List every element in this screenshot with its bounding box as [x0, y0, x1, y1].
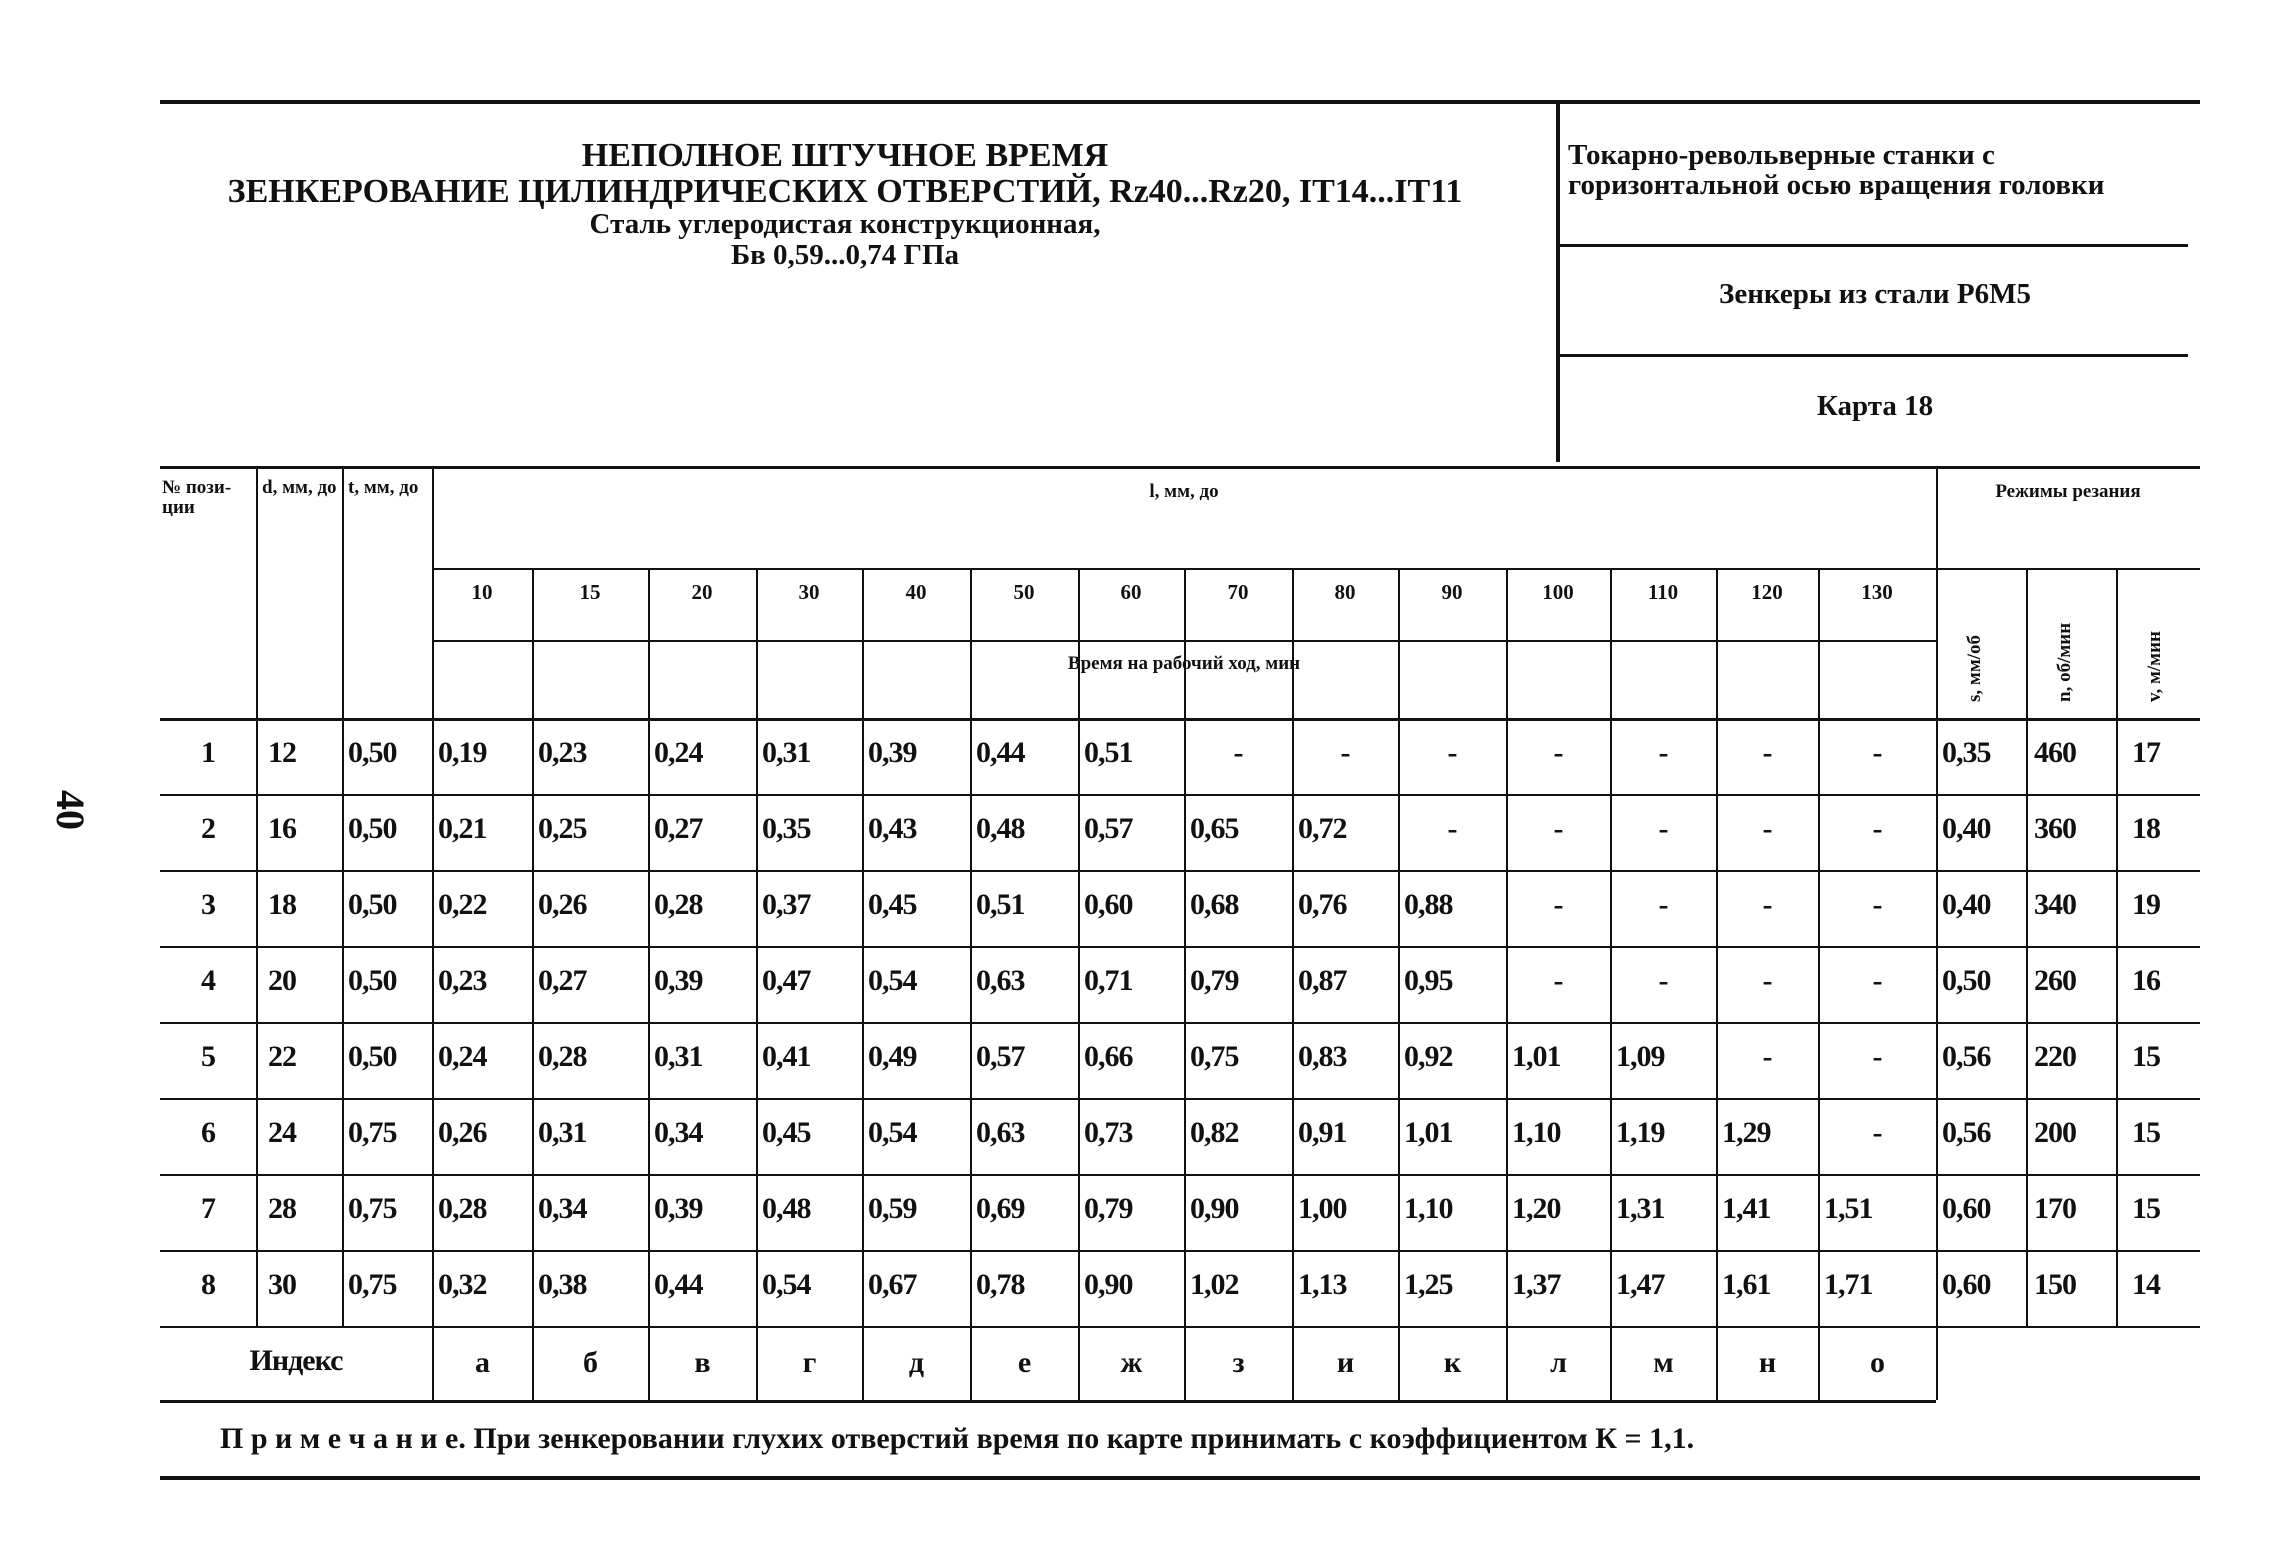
col-rule	[342, 466, 344, 1326]
row-position: 7	[201, 1192, 215, 1225]
row-rule	[160, 1022, 2200, 1024]
time-cell: 0,69	[976, 1192, 1025, 1225]
time-cell: -	[1553, 736, 1563, 769]
time-cell: 0,79	[1190, 964, 1239, 997]
row-speed: 14	[2132, 1268, 2160, 1301]
index-letter: к	[1443, 1346, 1461, 1379]
col-rule	[1078, 568, 1080, 1400]
machine-line-1: Токарно-револьверные станки с	[1568, 139, 1995, 171]
mode-header: n, об/мин	[2054, 622, 2075, 702]
time-cell: 0,79	[1084, 1192, 1133, 1225]
index-letter: н	[1758, 1346, 1776, 1379]
col-rule	[2116, 568, 2118, 1326]
time-cell: 0,51	[1084, 736, 1133, 769]
row-speed: 18	[2132, 812, 2160, 845]
time-cell: 0,72	[1298, 812, 1347, 845]
l-value: 110	[1647, 580, 1679, 604]
row-d: 16	[268, 812, 296, 845]
time-cell: -	[1872, 1040, 1882, 1073]
index-letter: л	[1550, 1346, 1566, 1379]
time-cell: 0,28	[438, 1192, 487, 1225]
col-header-d: d, мм, до	[262, 477, 337, 498]
time-cell: 0,54	[868, 1116, 917, 1149]
time-cell: 0,60	[1084, 888, 1133, 921]
col-rule	[1292, 568, 1294, 1400]
machine-type	[1568, 140, 2104, 201]
modes-header-rule	[1936, 568, 2200, 570]
row-rule	[160, 718, 2200, 721]
row-d: 18	[268, 888, 296, 921]
row-t: 0,75	[348, 1268, 397, 1301]
time-cell: 0,27	[654, 812, 703, 845]
time-cell: 1,09	[1616, 1040, 1665, 1073]
time-cell: 1,41	[1722, 1192, 1771, 1225]
time-cell: -	[1762, 812, 1772, 845]
time-cell: 0,87	[1298, 964, 1347, 997]
time-cell: 0,39	[654, 964, 703, 997]
time-cell: -	[1872, 888, 1882, 921]
l-value: 40	[905, 580, 927, 604]
time-cell: 0,51	[976, 888, 1025, 921]
row-d: 12	[268, 736, 296, 769]
row-rpm: 220	[2034, 1040, 2076, 1073]
index-letter: и	[1336, 1346, 1354, 1379]
title-line-4: Бв 0,59...0,74 ГПа	[730, 238, 960, 271]
col-rule	[862, 568, 864, 1400]
row-rpm: 200	[2034, 1116, 2076, 1149]
time-cell: 0,39	[654, 1192, 703, 1225]
row-speed: 19	[2132, 888, 2160, 921]
l-value: 120	[1751, 580, 1783, 604]
row-d: 22	[268, 1040, 296, 1073]
index-letter: е	[1017, 1346, 1031, 1379]
time-cell: -	[1233, 736, 1243, 769]
index-letter: ж	[1120, 1346, 1142, 1379]
time-cell: 0,78	[976, 1268, 1025, 1301]
row-feed: 0,60	[1942, 1268, 1991, 1301]
row-speed: 16	[2132, 964, 2160, 997]
time-cell: 0,49	[868, 1040, 917, 1073]
row-rpm: 150	[2034, 1268, 2076, 1301]
footnote: П р и м е ч а н и е. При зенкеровании глухих отверстий время по карте принимать с коэффициентом К = 1,1.	[220, 1422, 1695, 1455]
time-cell: 0,90	[1190, 1192, 1239, 1225]
row-rpm: 360	[2034, 812, 2076, 845]
time-cell: 0,44	[654, 1268, 703, 1301]
time-cell: 0,92	[1404, 1040, 1453, 1073]
table-top-rule	[160, 466, 2200, 469]
l-value: 90	[1441, 580, 1463, 604]
time-cell: 0,26	[538, 888, 587, 921]
time-cell: 1,25	[1404, 1268, 1453, 1301]
l-value: 50	[1013, 580, 1035, 604]
time-cell: 0,28	[654, 888, 703, 921]
time-cell: 0,76	[1298, 888, 1347, 921]
row-d: 24	[268, 1116, 296, 1149]
row-t: 0,50	[348, 736, 397, 769]
time-cell: 1,47	[1616, 1268, 1665, 1301]
time-cell: 0,27	[538, 964, 587, 997]
right-rule-1	[1556, 244, 2188, 247]
time-cell: -	[1553, 812, 1563, 845]
time-cell: -	[1872, 812, 1882, 845]
time-cell: 0,90	[1084, 1268, 1133, 1301]
right-rule-2	[1556, 354, 2188, 357]
mode-header: s, мм/об	[1964, 634, 1985, 702]
l-value: 30	[798, 580, 820, 604]
time-cell: -	[1340, 736, 1350, 769]
row-position: 6	[201, 1116, 215, 1149]
time-cell: -	[1762, 888, 1772, 921]
time-cell: 0,54	[868, 964, 917, 997]
row-d: 30	[268, 1268, 296, 1301]
row-t: 0,50	[348, 888, 397, 921]
time-cell: -	[1658, 736, 1668, 769]
time-cell: 0,63	[976, 1116, 1025, 1149]
row-feed: 0,40	[1942, 812, 1991, 845]
time-cell: 0,22	[438, 888, 487, 921]
col-header-position: № пози-ции	[162, 477, 232, 518]
time-cell: -	[1872, 964, 1882, 997]
row-position: 1	[201, 736, 215, 769]
title-line-3: Сталь углеродистая конструкционная,	[589, 208, 1101, 241]
time-cell: 0,57	[976, 1040, 1025, 1073]
l-value: 20	[691, 580, 713, 604]
row-d: 28	[268, 1192, 296, 1225]
time-cell: 0,66	[1084, 1040, 1133, 1073]
time-cell: 1,01	[1404, 1116, 1453, 1149]
l-value: 60	[1120, 580, 1142, 604]
time-cell: 0,65	[1190, 812, 1239, 845]
row-speed: 17	[2132, 736, 2160, 769]
time-cell: -	[1447, 812, 1457, 845]
time-cell: 0,67	[868, 1268, 917, 1301]
time-cell: 0,23	[438, 964, 487, 997]
l-value: 100	[1542, 580, 1574, 604]
time-cell: 0,59	[868, 1192, 917, 1225]
time-cell: 1,01	[1512, 1040, 1561, 1073]
time-cell: 0,82	[1190, 1116, 1239, 1149]
time-cell: 0,95	[1404, 964, 1453, 997]
row-d: 20	[268, 964, 296, 997]
row-rule	[160, 794, 2200, 796]
title-block	[160, 138, 1530, 270]
time-cell: 0,71	[1084, 964, 1133, 997]
l-value: 80	[1334, 580, 1356, 604]
tool-label: Зенкеры из стали Р6М5	[1719, 278, 2031, 310]
col-header-modes: Режимы резания	[1995, 481, 2141, 502]
time-cell: 0,34	[654, 1116, 703, 1149]
time-cell: 1,13	[1298, 1268, 1347, 1301]
row-feed: 0,35	[1942, 736, 1991, 769]
time-cell: 0,43	[868, 812, 917, 845]
machine-line-2: горизонтальной осью вращения головки	[1568, 169, 2105, 202]
time-cell: 1,10	[1404, 1192, 1453, 1225]
row-rpm: 170	[2034, 1192, 2076, 1225]
time-cell: 0,45	[868, 888, 917, 921]
row-rule	[160, 1326, 2200, 1328]
row-rule	[160, 1098, 2200, 1100]
time-cell: 0,63	[976, 964, 1025, 997]
row-t: 0,75	[348, 1192, 397, 1225]
col-rule	[756, 568, 758, 1400]
time-cell: 1,10	[1512, 1116, 1561, 1149]
row-position: 5	[201, 1040, 215, 1073]
time-cell: 1,51	[1824, 1192, 1873, 1225]
time-cell: 0,37	[762, 888, 811, 921]
row-position: 2	[201, 812, 215, 845]
row-feed: 0,56	[1942, 1116, 1991, 1149]
time-cell: 0,39	[868, 736, 917, 769]
page-number: 40	[48, 790, 93, 830]
col-header-l: l, мм, до	[1149, 481, 1219, 502]
card-label: Карта 18	[1816, 390, 1934, 422]
time-cell: 0,83	[1298, 1040, 1347, 1073]
time-cell: 0,24	[654, 736, 703, 769]
time-cell: 0,91	[1298, 1116, 1347, 1149]
row-speed: 15	[2132, 1192, 2160, 1225]
row-feed: 0,60	[1942, 1192, 1991, 1225]
row-position: 3	[201, 888, 215, 921]
time-cell: 0,68	[1190, 888, 1239, 921]
time-cell: 1,02	[1190, 1268, 1239, 1301]
time-cell: 0,21	[438, 812, 487, 845]
time-cell: -	[1553, 888, 1563, 921]
row-rule	[160, 1250, 2200, 1252]
time-cell: 0,57	[1084, 812, 1133, 845]
time-cell: 0,41	[762, 1040, 811, 1073]
time-cell: -	[1447, 736, 1457, 769]
index-letter: м	[1653, 1346, 1673, 1379]
bottom-rule	[160, 1476, 2200, 1480]
time-cell: 0,54	[762, 1268, 811, 1301]
time-cell: 0,45	[762, 1116, 811, 1149]
time-cell: 1,19	[1616, 1116, 1665, 1149]
l-value: 70	[1227, 580, 1249, 604]
time-cell: 0,25	[538, 812, 587, 845]
time-cell: 0,24	[438, 1040, 487, 1073]
time-cell: -	[1762, 964, 1772, 997]
row-feed: 0,50	[1942, 964, 1991, 997]
col-rule	[256, 466, 258, 1326]
time-cell: 0,26	[438, 1116, 487, 1149]
row-feed: 0,56	[1942, 1040, 1991, 1073]
row-t: 0,75	[348, 1116, 397, 1149]
row-rule	[160, 946, 2200, 948]
col-rule	[970, 568, 972, 1400]
time-cell: 1,31	[1616, 1192, 1665, 1225]
row-feed: 0,40	[1942, 888, 1991, 921]
time-cell: 0,32	[438, 1268, 487, 1301]
time-cell: 0,48	[976, 812, 1025, 845]
time-cell: -	[1872, 736, 1882, 769]
time-cell: 1,37	[1512, 1268, 1561, 1301]
time-cell: -	[1658, 888, 1668, 921]
time-cell: 1,20	[1512, 1192, 1561, 1225]
l-value: 130	[1861, 580, 1893, 604]
time-cell: 0,31	[762, 736, 811, 769]
title-line-1: НЕПОЛНОЕ ШТУЧНОЕ ВРЕМЯ	[581, 137, 1109, 174]
col-rule	[532, 568, 534, 1400]
index-letter: а	[475, 1346, 489, 1379]
top-rule	[160, 100, 2200, 104]
time-cell: 0,38	[538, 1268, 587, 1301]
time-label: Время на рабочий ход, мин	[1067, 653, 1301, 674]
col-rule	[1398, 568, 1400, 1400]
index-letter: в	[694, 1346, 710, 1379]
row-speed: 15	[2132, 1040, 2160, 1073]
col-header-t: t, мм, до	[348, 477, 419, 498]
l-value: 10	[471, 580, 493, 604]
time-cell: -	[1872, 1116, 1882, 1149]
time-cell: 0,47	[762, 964, 811, 997]
col-rule	[2026, 568, 2028, 1326]
time-cell: 0,35	[762, 812, 811, 845]
row-rpm: 340	[2034, 888, 2076, 921]
time-cell: 0,34	[538, 1192, 587, 1225]
time-cell: 0,19	[438, 736, 487, 769]
time-cell: 0,73	[1084, 1116, 1133, 1149]
time-cell: -	[1553, 964, 1563, 997]
time-cell: 0,23	[538, 736, 587, 769]
col-rule	[1184, 568, 1186, 1400]
time-cell: 0,44	[976, 736, 1025, 769]
time-cell: 0,28	[538, 1040, 587, 1073]
row-position: 4	[201, 964, 215, 997]
time-cell: 1,29	[1722, 1116, 1771, 1149]
row-rule	[160, 1174, 2200, 1176]
time-cell: 0,31	[538, 1116, 587, 1149]
l-value: 15	[579, 580, 601, 604]
time-cell: 0,88	[1404, 888, 1453, 921]
index-letter: б	[583, 1346, 597, 1379]
row-rpm: 460	[2034, 736, 2076, 769]
col-rule	[648, 568, 650, 1400]
row-speed: 15	[2132, 1116, 2160, 1149]
time-cell: -	[1658, 964, 1668, 997]
row-rule	[160, 870, 2200, 872]
time-cell: 1,61	[1722, 1268, 1771, 1301]
index-letter: з	[1232, 1346, 1244, 1379]
row-rpm: 260	[2034, 964, 2076, 997]
table-bottom-rule	[160, 1400, 1936, 1403]
title-line-2: ЗЕНКЕРОВАНИЕ ЦИЛИНДРИЧЕСКИХ ОТВЕРСТИЙ, Rz40...Rz20, IT14...IT11	[227, 172, 1463, 210]
index-letter: д	[908, 1346, 924, 1379]
index-letter: о	[1870, 1346, 1884, 1379]
mode-header: v, м/мин	[2144, 630, 2165, 702]
row-t: 0,50	[348, 1040, 397, 1073]
index-label: Индекс	[249, 1344, 343, 1377]
row-t: 0,50	[348, 964, 397, 997]
row-t: 0,50	[348, 812, 397, 845]
time-cell: 0,75	[1190, 1040, 1239, 1073]
row-position: 8	[201, 1268, 215, 1301]
time-cell: 1,00	[1298, 1192, 1347, 1225]
col-rule	[1936, 466, 1938, 1400]
time-cell: -	[1762, 736, 1772, 769]
time-cell: 0,31	[654, 1040, 703, 1073]
time-cell: -	[1762, 1040, 1772, 1073]
time-cell: 0,48	[762, 1192, 811, 1225]
time-cell: -	[1658, 812, 1668, 845]
index-letter: г	[802, 1346, 816, 1379]
time-cell: 1,71	[1824, 1268, 1873, 1301]
